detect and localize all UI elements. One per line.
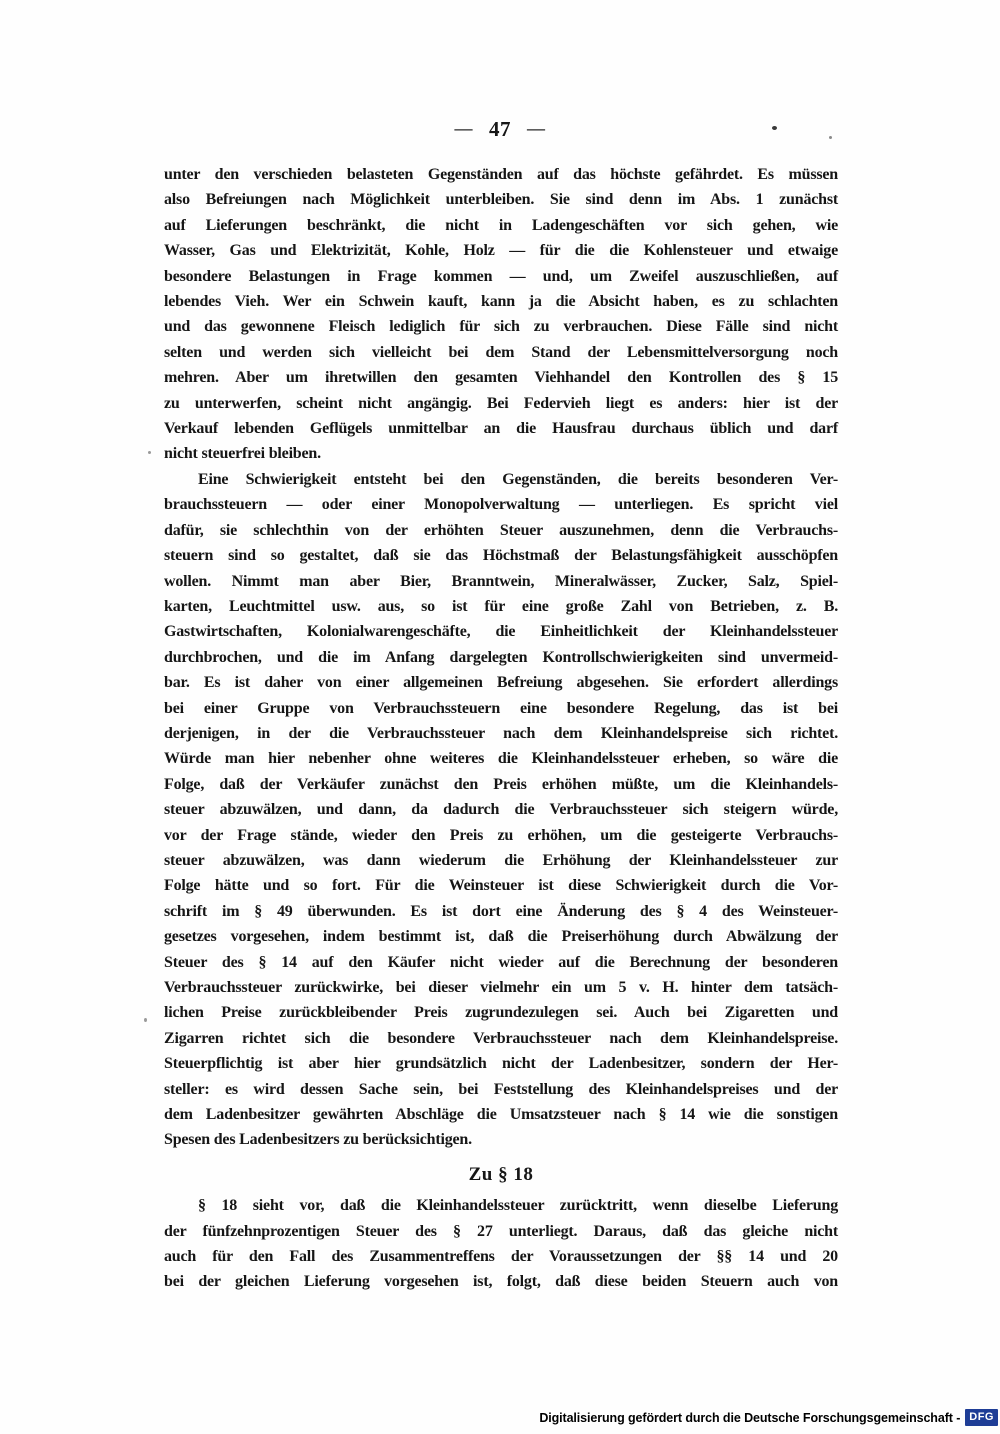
text-line: lebendes Vieh. Wer ein Schwein kauft, kann ja die Absicht haben, es zu schlachten [164, 293, 838, 311]
text-line: zu unterwerfen, scheint nicht angängig. Bei Federvieh liegt es anders: hier ist der [164, 394, 838, 412]
scan-artifact-dot [144, 1018, 147, 1022]
text-line: bar. Es ist daher von einer allgemeinen Befreiung abgesehen. Sie erfordert allerdings [164, 674, 838, 692]
paragraph-1 [164, 162, 838, 467]
text-line: Folge, daß der Verkäufer zunächst den Preis erhöhen müßte, um die Kleinhandels- [164, 775, 838, 793]
text-line: Eine Schwierigkeit entsteht bei den Gegenständen, die bereits besonderen Ver- [198, 470, 838, 488]
text-line: Steuer des § 14 auf den Käufer nicht wieder auf die Berechnung der besonderen [164, 953, 838, 971]
dfg-logo: DFG [965, 1409, 998, 1426]
text-line: Verkauf lebenden Geflügels unmittelbar an die Hausfrau durchaus üblich und darf [164, 420, 838, 438]
text-line: Spesen des Ladenbesitzers zu berücksichtigen. [164, 1131, 472, 1149]
text-line: auch für den Fall des Zusammentreffens der Voraussetzungen der §§ 14 und 20 [164, 1248, 838, 1266]
text-line: bei der gleichen Lieferung vorgesehen ist, folgt, daß diese beiden Steuern auch von [164, 1273, 838, 1291]
text-line: vor der Frage stände, wieder den Preis zu erhöhen, um die gesteigerte Verbrauchs- [164, 826, 838, 844]
text-line: Würde man hier nebenher ohne weiteres die Kleinhandelssteuer erheben, so wäre die [164, 750, 838, 768]
text-line: derjenigen, in der die Verbrauchssteuer nach dem Kleinhandelspreise sich richtet. [164, 724, 838, 742]
text-line: steller: es wird dessen Sache sein, bei Feststellung des Kleinhandelspreises und der [164, 1080, 838, 1098]
header-dash-right: — [527, 118, 546, 138]
scan-artifact-dot [772, 126, 777, 130]
text-line: lichen Preise zurückbleibender Preis zugrundezulegen sei. Auch bei Zigaretten und [164, 1004, 838, 1022]
text-line: brauchssteuern — oder einer Monopolverwaltung — unterliegen. Es spricht viel [164, 496, 838, 514]
text-line: unter den verschieden belasteten Gegenständen auf das höchste gefährdet. Es müssen [164, 166, 838, 183]
text-line: steuer abzuwälzen, und dann, da dadurch die Verbrauchssteuer sich steigern würde, [164, 801, 838, 819]
text-line: gesetzes vorgesehen, indem bestimmt ist, daß die Preiserhöhung durch Abwälzung der [164, 928, 838, 946]
body-text [164, 162, 838, 1295]
text-line: dem Ladenbesitzer gewährten Abschläge die Umsatzsteuer nach § 14 wie die sonstigen [164, 1106, 838, 1124]
paragraph-3 [164, 1193, 838, 1295]
text-line: Steuerpflichtig ist aber hier grundsätzlich nicht der Ladenbesitzer, sondern der Her- [164, 1055, 838, 1073]
scan-artifact-dot [148, 451, 151, 454]
credit-text: Digitalisierung gefördert durch die Deutsche Forschungsgemeinschaft - [539, 1410, 961, 1425]
text-line: § 18 sieht vor, daß die Kleinhandelssteuer zurücktritt, wenn dieselbe Lieferung [198, 1197, 838, 1215]
text-line: besondere Belastungen in Frage kommen — und, um Zweifel auszuschließen, auf [164, 267, 838, 285]
text-line: selten und werden sich vielleicht bei dem Stand der Lebensmittelversorgung noch [164, 343, 838, 361]
section-heading: Zu § 18 [468, 1163, 534, 1185]
page-header [0, 116, 1000, 143]
page-number: 47 [489, 117, 511, 141]
text-line: Zigarren richtet sich die besondere Verbrauchssteuer nach dem Kleinhandelspreise. [164, 1029, 838, 1047]
text-line: auf Lieferungen beschränkt, die nicht in Ladengeschäften vor sich gehen, wie [164, 216, 838, 234]
text-line: schrift im § 49 überwunden. Es ist dort eine Änderung des § 4 des Weinsteuer- [164, 902, 838, 920]
header-dash-left: — [454, 118, 473, 138]
text-line: bei einer Gruppe von Verbrauchssteuern eine besondere Regelung, das ist bei [164, 699, 838, 717]
paragraph-2 [164, 467, 838, 1153]
text-line: wollen. Nimmt man aber Bier, Branntwein, Mineralwässer, Zucker, Salz, Spiel- [164, 572, 838, 590]
text-line: nicht steuerfrei bleiben. [164, 445, 321, 463]
text-line: Gastwirtschaften, Kolonialwarengeschäfte, die Einheitlichkeit der Kleinhandelssteuer [164, 623, 838, 641]
text-line: steuern sind so gestaltet, daß sie das Höchstmaß der Belastungsfähigkeit ausschöpfen [164, 547, 838, 565]
text-line: also Befreiungen nach Möglichkeit unterbleiben. Sie sind denn im Abs. 1 zunächst [164, 191, 838, 209]
text-line: karten, Leuchtmittel usw. aus, so ist für eine große Zahl von Betrieben, z. B. [164, 597, 838, 615]
text-line: der fünfzehnprozentigen Steuer des § 27 unterliegt. Daraus, daß das gleiche nicht [164, 1222, 838, 1240]
text-line: Verbrauchssteuer zurückwirke, bei dieser vielmehr ein um 5 v. H. hinter dem tatsäch- [164, 979, 838, 996]
text-line: und das gewonnene Fleisch lediglich für sich zu verbrauchen. Diese Fälle sind nicht [164, 318, 838, 336]
text-line: Wasser, Gas und Elektrizität, Kohle, Holz — für die die Kohlensteuer und etwaige [164, 242, 838, 260]
text-line: mehren. Aber um ihretwillen den gesamten Viehhandel den Kontrollen des § 15 [164, 369, 838, 387]
digitization-credit [539, 1407, 998, 1428]
text-line: Folge hätte und so fort. Für die Weinsteuer ist diese Schwierigkeit durch die Vor- [164, 877, 838, 895]
scan-artifact-dot [829, 136, 832, 139]
text-line: steuer abzuwälzen, was dann wiederum die Erhöhung der Kleinhandelssteuer zur [164, 851, 838, 869]
text-line: dafür, sie schlechthin von der erhöhten Steuer auszunehmen, denn die Verbrauchs- [164, 521, 838, 539]
text-line: durchbrochen, und die im Anfang dargelegten Kontrollschwierigkeiten sind unvermeid- [164, 648, 838, 666]
